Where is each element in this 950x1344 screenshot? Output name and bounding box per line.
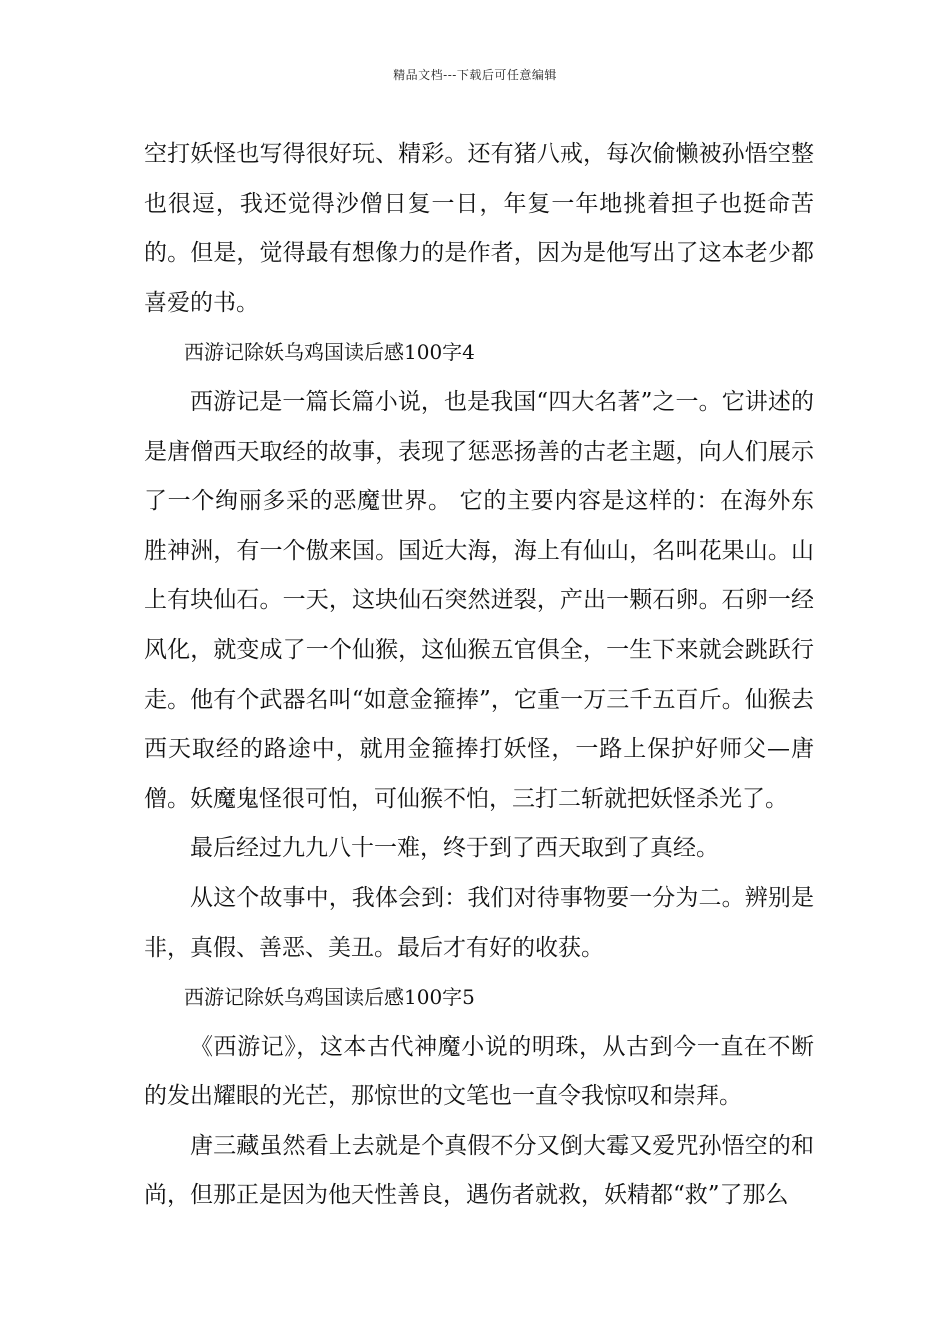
paragraph: 《西游记》，这本古代神魔小说的明珠，从古到今一直在不断的发出耀眼的光芒，那惊世的文笔也一直令我惊叹和崇拜。 bbox=[144, 1033, 814, 1110]
section-heading: 西游记除妖乌鸡国读后感100字4 bbox=[184, 340, 475, 365]
section-heading: 西游记除妖乌鸡国读后感100字5 bbox=[184, 985, 475, 1010]
paragraph: 空打妖怪也写得很好玩、精彩。还有猪八戒，每次偷懒被孙悟空整也很逗，我还觉得沙僧日复一日，年复一年地挑着担子也挺命苦的。但是，觉得最有想像力的是作者，因为是他写出了这本老少都喜爱的书。 bbox=[144, 141, 814, 316]
paragraph: 最后经过九九八十一难，终于到了西天取到了真经。 bbox=[190, 835, 719, 862]
paragraph: 西游记是一篇长篇小说，也是我国“四大名著”之一。它讲述的是唐僧西天取经的故事，表现了惩恶扬善的古老主题，向人们展示了一个绚丽多采的恶魔世界。 它的主要内容是这样的：在海外东胜神洲，有一个傲来国。国近大海，海上有仙山，名叫花果山。山上有块仙石。一天，这块仙石突然迸裂，产出一颗石卵。石卵一经风化，就变成了一个仙猴，这仙猴五官俱全，一生下来就会跳跃行走。他有个武器名叫“如意金箍捧”，它重一万三千五百斤。仙猴去西天取经的路途中，就用金箍捧打妖怪，一路上保护好师父—唐僧。妖魔鬼怪很可怕，可仙猴不怕，三打二斩就把妖怪杀光了。 bbox=[144, 388, 814, 812]
document-body bbox=[144, 130, 814, 1221]
page-header: 精品文档---下载后可任意编辑 bbox=[393, 68, 557, 82]
paragraph: 唐三藏虽然看上去就是个真假不分又倒大霉又爱咒孙悟空的和尚，但那正是因为他天性善良，遇伤者就救，妖精都“救”了那么 bbox=[144, 1132, 814, 1209]
paragraph: 从这个故事中，我体会到：我们对待事物要一分为二。辨别是非，真假、善恶、美丑。最后才有好的收获。 bbox=[144, 884, 814, 961]
